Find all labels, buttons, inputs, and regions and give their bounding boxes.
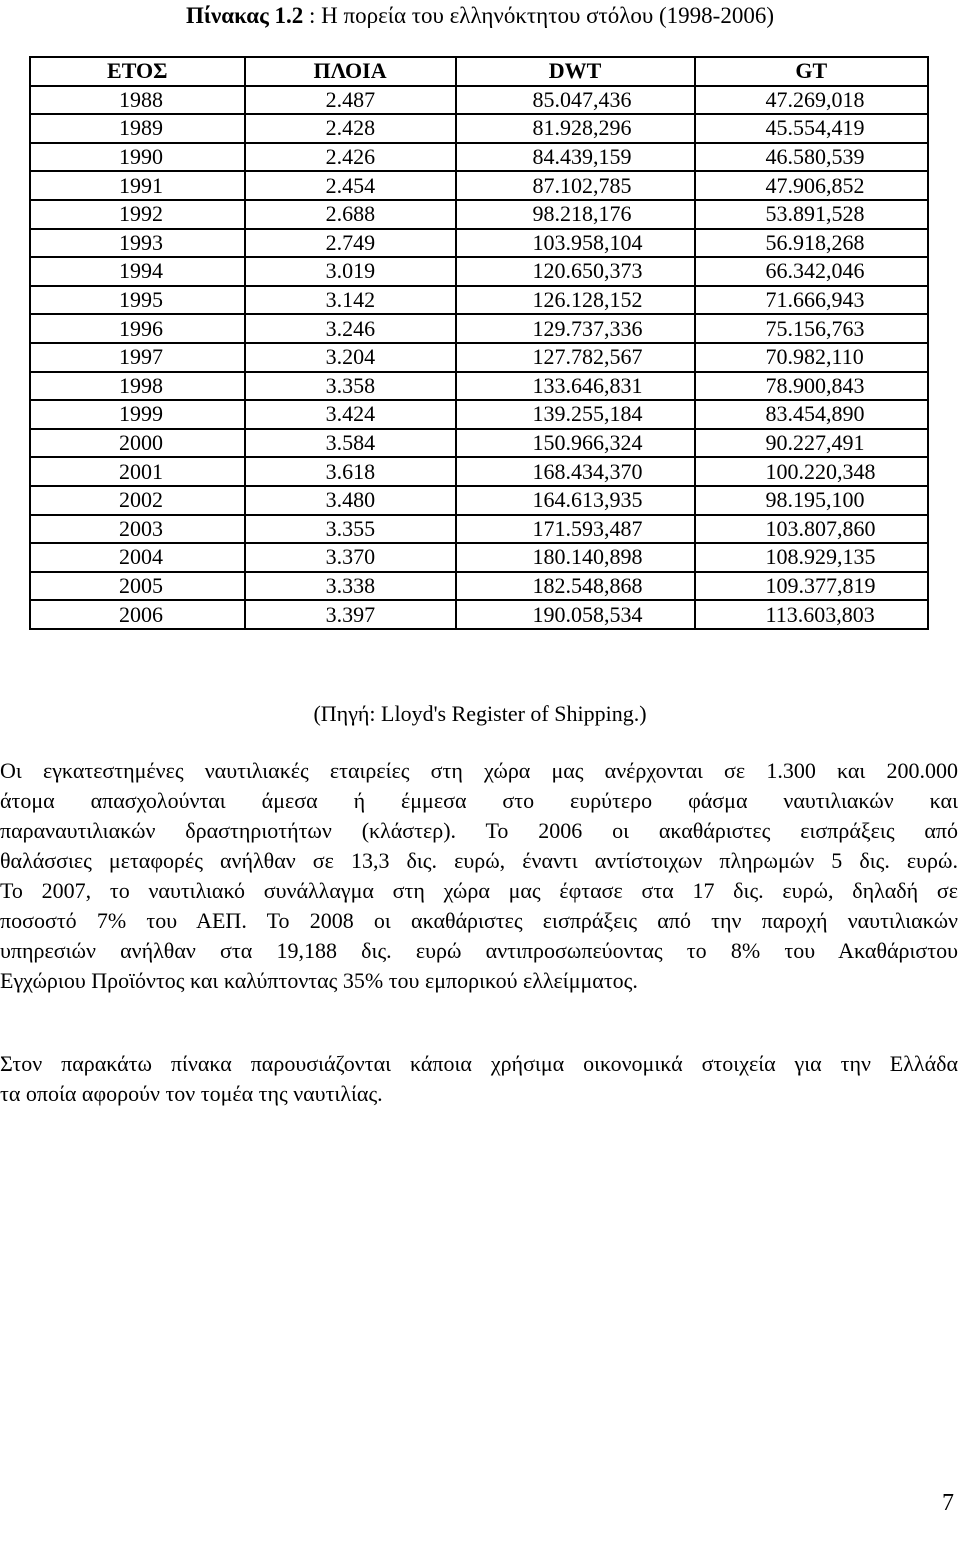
- table-row: [30, 372, 928, 401]
- paragraph-line: Το 2007, το ναυτιλιακό συνάλλαγμα στη χώρα μας έφτασε στα 17 δις. ευρώ, δηλαδή σε: [0, 878, 958, 903]
- cell-dwt: 85.047,436: [456, 86, 695, 115]
- cell-ships: 2.428: [245, 114, 456, 143]
- table-row: [30, 572, 928, 601]
- cell-year: 1998: [30, 372, 245, 401]
- paragraph-shipping-companies: [0, 756, 958, 996]
- cell-dwt: 127.782,567: [456, 343, 695, 372]
- table-row: [30, 457, 928, 486]
- cell-gt: 70.982,110: [695, 343, 928, 372]
- cell-ships: 3.370: [245, 543, 456, 572]
- cell-year: 1989: [30, 114, 245, 143]
- cell-gt: 98.195,100: [695, 486, 928, 515]
- paragraph-table-intro: [0, 1049, 958, 1109]
- cell-dwt: 84.439,159: [456, 143, 695, 172]
- table-body: [30, 86, 928, 629]
- cell-dwt: 126.128,152: [456, 286, 695, 315]
- paragraph-line: άτομα απασχολούνται άμεσα ή έμμεσα στο ευρύτερο φάσμα ναυτιλιακών και: [0, 788, 958, 813]
- cell-ships: 2.454: [245, 171, 456, 200]
- cell-year: 2003: [30, 515, 245, 544]
- table-row: [30, 400, 928, 429]
- cell-dwt: 164.613,935: [456, 486, 695, 515]
- cell-dwt: 103.958,104: [456, 229, 695, 258]
- cell-gt: 108.929,135: [695, 543, 928, 572]
- paragraph-line: ποσοστό 7% του ΑΕΠ. Το 2008 οι ακαθάριστες εισπράξεις από την παροχή ναυτιλιακών: [0, 908, 958, 933]
- table-row: [30, 314, 928, 343]
- paragraph-line: θαλάσσιες μεταφορές ανήλθαν σε 13,3 δις. ευρώ, έναντι αντίστοιχων πληρωμών 5 δις. ευρώ.: [0, 848, 958, 873]
- table-row: [30, 429, 928, 458]
- cell-ships: 3.584: [245, 429, 456, 458]
- cell-ships: 2.426: [245, 143, 456, 172]
- paragraph-line: παραναυτιλιακών δραστηριοτήτων (κλάστερ). Το 2006 οι ακαθάριστες εισπράξεις από: [0, 818, 958, 843]
- cell-dwt: 133.646,831: [456, 372, 695, 401]
- cell-dwt: 190.058,534: [456, 600, 695, 629]
- cell-gt: 47.906,852: [695, 171, 928, 200]
- cell-ships: 3.142: [245, 286, 456, 315]
- cell-year: 1990: [30, 143, 245, 172]
- table-row: [30, 229, 928, 258]
- table-row: [30, 171, 928, 200]
- cell-year: 1997: [30, 343, 245, 372]
- table-row: [30, 486, 928, 515]
- cell-ships: 3.397: [245, 600, 456, 629]
- paragraph-line: Εγχώριου Προϊόντος και καλύπτοντας 35% του εμπορικού ελλείμματος.: [0, 968, 638, 993]
- cell-gt: 45.554,419: [695, 114, 928, 143]
- table-row: [30, 343, 928, 372]
- table-row: [30, 86, 928, 115]
- cell-gt: 90.227,491: [695, 429, 928, 458]
- table-row: [30, 114, 928, 143]
- header-gt: GT: [695, 57, 928, 86]
- cell-ships: 3.618: [245, 457, 456, 486]
- paragraph-line: Οι εγκατεστημένες ναυτιλιακές εταιρείες στη χώρα μας ανέρχονται σε 1.300 και 200.000: [0, 758, 958, 783]
- table-row: [30, 543, 928, 572]
- cell-dwt: 150.966,324: [456, 429, 695, 458]
- cell-gt: 78.900,843: [695, 372, 928, 401]
- paragraph-line: Στον παρακάτω πίνακα παρουσιάζονται κάποια χρήσιμα οικονομικά στοιχεία για την Ελλάδα: [0, 1051, 958, 1076]
- cell-gt: 71.666,943: [695, 286, 928, 315]
- cell-ships: 2.749: [245, 229, 456, 258]
- table-caption: [0, 2, 960, 30]
- cell-gt: 46.580,539: [695, 143, 928, 172]
- cell-dwt: 180.140,898: [456, 543, 695, 572]
- cell-ships: 2.487: [245, 86, 456, 115]
- cell-year: 1996: [30, 314, 245, 343]
- table-row: [30, 200, 928, 229]
- cell-gt: 53.891,528: [695, 200, 928, 229]
- cell-gt: 66.342,046: [695, 257, 928, 286]
- page-number: 7: [942, 1490, 954, 1516]
- cell-ships: 3.424: [245, 400, 456, 429]
- cell-ships: 3.019: [245, 257, 456, 286]
- cell-dwt: 168.434,370: [456, 457, 695, 486]
- cell-gt: 56.918,268: [695, 229, 928, 258]
- cell-ships: 3.338: [245, 572, 456, 601]
- cell-gt: 75.156,763: [695, 314, 928, 343]
- cell-gt: 103.807,860: [695, 515, 928, 544]
- cell-dwt: 81.928,296: [456, 114, 695, 143]
- cell-year: 1999: [30, 400, 245, 429]
- cell-dwt: 171.593,487: [456, 515, 695, 544]
- cell-year: 2006: [30, 600, 245, 629]
- header-year: ΕΤΟΣ: [30, 57, 245, 86]
- cell-year: 1992: [30, 200, 245, 229]
- cell-year: 2000: [30, 429, 245, 458]
- cell-dwt: 182.548,868: [456, 572, 695, 601]
- header-ships: ΠΛΟΙΑ: [245, 57, 456, 86]
- cell-ships: 3.355: [245, 515, 456, 544]
- cell-gt: 83.454,890: [695, 400, 928, 429]
- cell-year: 1994: [30, 257, 245, 286]
- cell-dwt: 87.102,785: [456, 171, 695, 200]
- cell-year: 2004: [30, 543, 245, 572]
- caption-text: : Η πορεία του ελληνόκτητου στόλου (1998-2006): [303, 3, 774, 28]
- cell-ships: 3.358: [245, 372, 456, 401]
- table-row: [30, 143, 928, 172]
- table-header-row: [30, 57, 928, 86]
- cell-year: 1993: [30, 229, 245, 258]
- cell-gt: 47.269,018: [695, 86, 928, 115]
- cell-dwt: 139.255,184: [456, 400, 695, 429]
- cell-ships: 3.246: [245, 314, 456, 343]
- cell-year: 1991: [30, 171, 245, 200]
- fleet-table: [29, 56, 929, 630]
- cell-dwt: 98.218,176: [456, 200, 695, 229]
- cell-gt: 100.220,348: [695, 457, 928, 486]
- cell-year: 2002: [30, 486, 245, 515]
- table-row: [30, 600, 928, 629]
- cell-dwt: 120.650,373: [456, 257, 695, 286]
- cell-dwt: 129.737,336: [456, 314, 695, 343]
- header-dwt: DWT: [456, 57, 695, 86]
- paragraph-line: υπηρεσιών ανήλθαν στα 19,188 δις. ευρώ αντιπροσωπεύοντας το 8% του Ακαθάριστου: [0, 938, 958, 963]
- source-note: (Πηγή: Lloyd's Register of Shipping.): [313, 701, 647, 726]
- table-row: [30, 257, 928, 286]
- cell-ships: 3.204: [245, 343, 456, 372]
- cell-gt: 109.377,819: [695, 572, 928, 601]
- cell-ships: 3.480: [245, 486, 456, 515]
- cell-year: 2001: [30, 457, 245, 486]
- caption-label: Πίνακας 1.2: [186, 3, 304, 28]
- cell-year: 1988: [30, 86, 245, 115]
- cell-ships: 2.688: [245, 200, 456, 229]
- cell-year: 2005: [30, 572, 245, 601]
- cell-year: 1995: [30, 286, 245, 315]
- table-row: [30, 515, 928, 544]
- cell-gt: 113.603,803: [695, 600, 928, 629]
- table-row: [30, 286, 928, 315]
- paragraph-line: τα οποία αφορούν τον τομέα της ναυτιλίας.: [0, 1081, 383, 1106]
